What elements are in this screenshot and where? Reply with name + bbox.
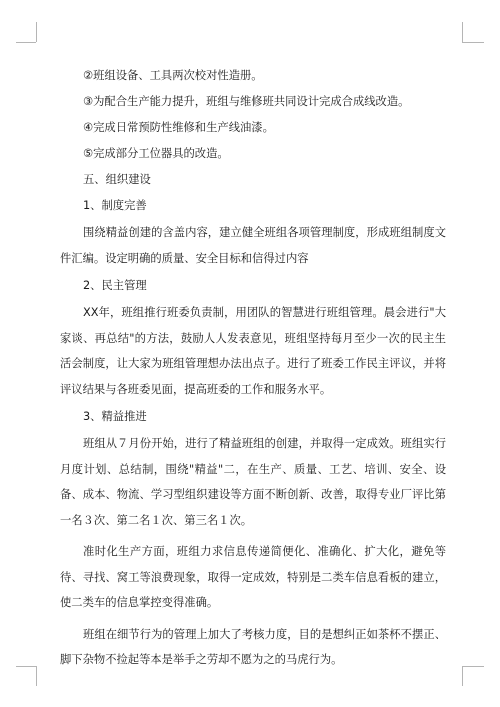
crop-mark-bottom-left: [16, 666, 36, 667]
crop-mark-top-left: [16, 42, 36, 43]
list-item: ③为配合生产能力提升，班组与维修班共同设计完成合成线改造。: [83, 95, 410, 108]
list-item: ④完成日常预防性维修和生产线油漆。: [83, 121, 274, 134]
crop-mark-bottom-left: [36, 666, 37, 686]
paragraph: 班组从７月份开始，进行了精益班组的创建，并取得一定成效。班组实行月度计划、总结制，围绕"精益"二，在生产、质量、工艺、培训、安全、设备、成本、物流、学习型组织建设等方面不断创新、改善，取得专业厂评比第一名３次、第二名１次、第三名１次。: [60, 437, 446, 527]
crop-mark-bottom-right: [462, 666, 484, 667]
subsection-heading: 1、制度完善: [83, 199, 147, 212]
document-body: [60, 64, 446, 673]
list-item: ②班组设备、工具两次校对性造册。: [83, 69, 263, 82]
paragraph: 围绕精益创建的含盖内容，建立健全班组各项管理制度，形成班组制度文件汇编。设定明确的质量、安全目标和信得过内容: [60, 226, 446, 265]
crop-mark-top-right: [462, 22, 463, 42]
crop-mark-top-left: [36, 22, 37, 42]
paragraph: 班组在细节行为的管理上加大了考核力度，目的是想纠正如茶杯不摆正、脚下杂物不捡起等本是举手之劳却不愿为之的马虎行为。: [60, 627, 446, 666]
list-item: ⑤完成部分工位器具的改造。: [83, 147, 229, 160]
subsection-heading: 3、精益推进: [83, 410, 147, 423]
subsection-heading: 2、民主管理: [83, 279, 147, 292]
section-heading: 五、组织建设: [83, 173, 151, 186]
crop-mark-bottom-right: [462, 666, 463, 686]
crop-mark-top-right: [462, 42, 484, 43]
paragraph: 准时化生产方面，班组力求信息传递简便化、准确化、扩大化，避免等待、寻找、窝工等浪费现象，取得一定成效，特别是二类车信息看板的建立，使二类车的信息掌控变得准确。: [60, 545, 446, 609]
paragraph: XX年，班组推行班委负责制，用团队的智慧进行班组管理。晨会进行"大家谈、再总结"的方法，鼓励人人发表意见，班组坚持每月至少一次的民主生活会制度，让大家为班组管理想办法出点子。进行了班委工作民主评议，并将评议结果与各班委见面，提高班委的工作和服务水平。: [60, 306, 446, 396]
